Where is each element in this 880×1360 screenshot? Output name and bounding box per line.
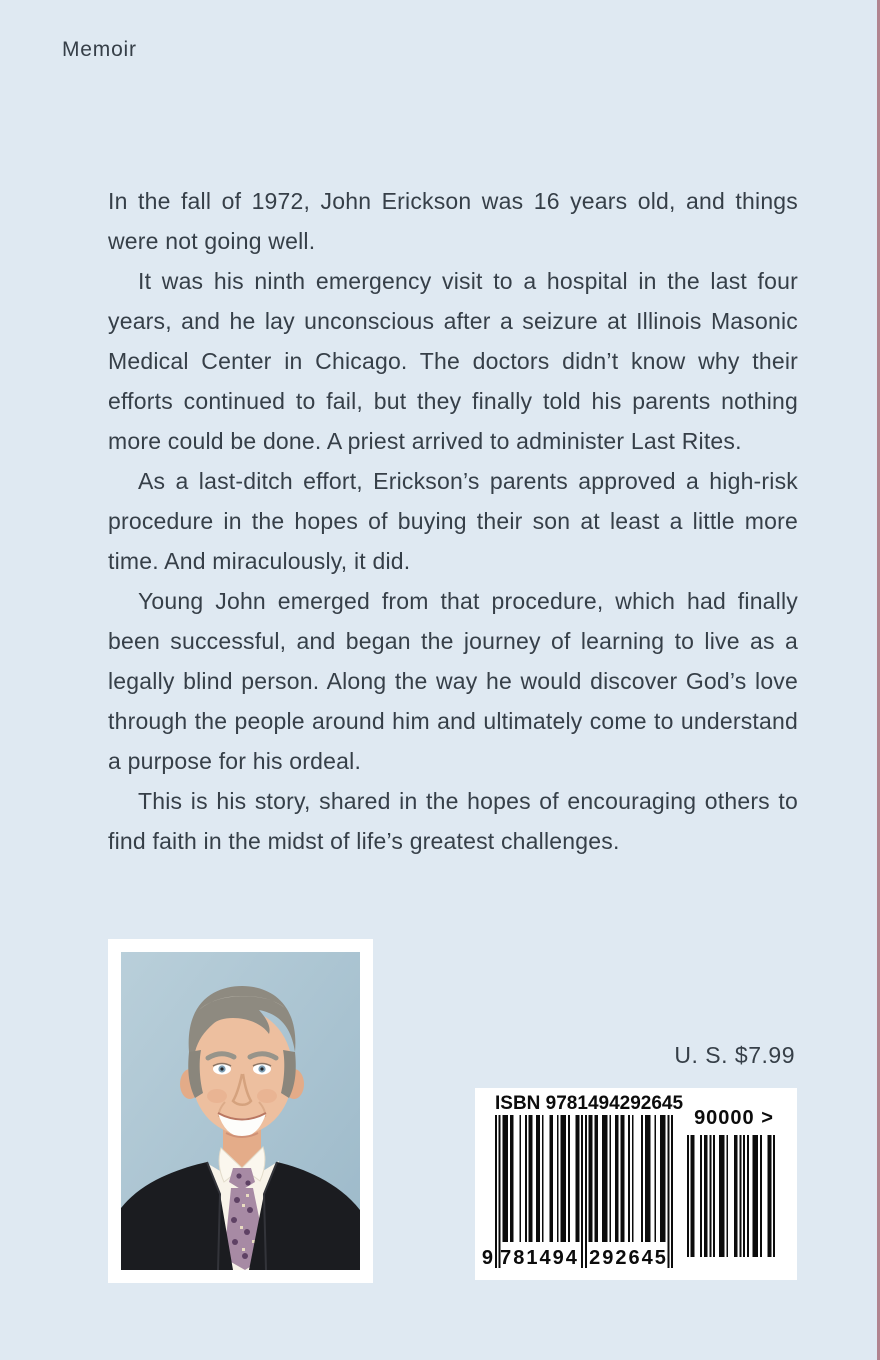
price-label: U. S. $7.99: [674, 1042, 795, 1068]
author-photo: [121, 952, 360, 1270]
synopsis-paragraph-2: It was his ninth emergency visit to a hospital in the last four years, and he lay unconscious after a seizure at Illinois Masonic Medical Center in Chicago. The doctors didn’t know why their efforts continued to fail, but they finally told his parents nothing more could be done. A priest arrived to administer Last Rites.: [108, 268, 798, 454]
synopsis-paragraph-1: In the fall of 1972, John Erickson was 16 years old, and things were not going well.: [108, 188, 798, 254]
barcode-supplement-label: 90000 >: [694, 1107, 774, 1129]
barcode-digit-group: 292645: [589, 1247, 668, 1269]
synopsis-paragraph-4: Young John emerged from that procedure, which had finally been successful, and began the journey of learning to live as a legally blind person. Along the way he would discover God’s love through the people around him and ultimately come to understand a purpose for his ordeal.: [108, 588, 798, 774]
barcode-digit-group: 9: [481, 1247, 493, 1269]
ean5-supplement-barcode: [687, 1135, 775, 1257]
isbn-barcode-panel: [475, 1088, 797, 1280]
barcode-digit-group: 781494: [500, 1247, 579, 1269]
isbn-label: ISBN 9781494292645: [495, 1093, 684, 1114]
synopsis-paragraph-5: This is his story, shared in the hopes of encouraging others to find faith in the midst of life’s greatest challenges.: [108, 788, 798, 854]
synopsis-text: [108, 181, 798, 861]
author-photo-frame: [108, 939, 373, 1283]
genre-label: Memoir: [62, 38, 137, 61]
synopsis-paragraph-3: As a last-ditch effort, Erickson’s parents approved a high-risk procedure in the hopes of buying their son at least a little more time. And miraculously, it did.: [108, 468, 798, 574]
